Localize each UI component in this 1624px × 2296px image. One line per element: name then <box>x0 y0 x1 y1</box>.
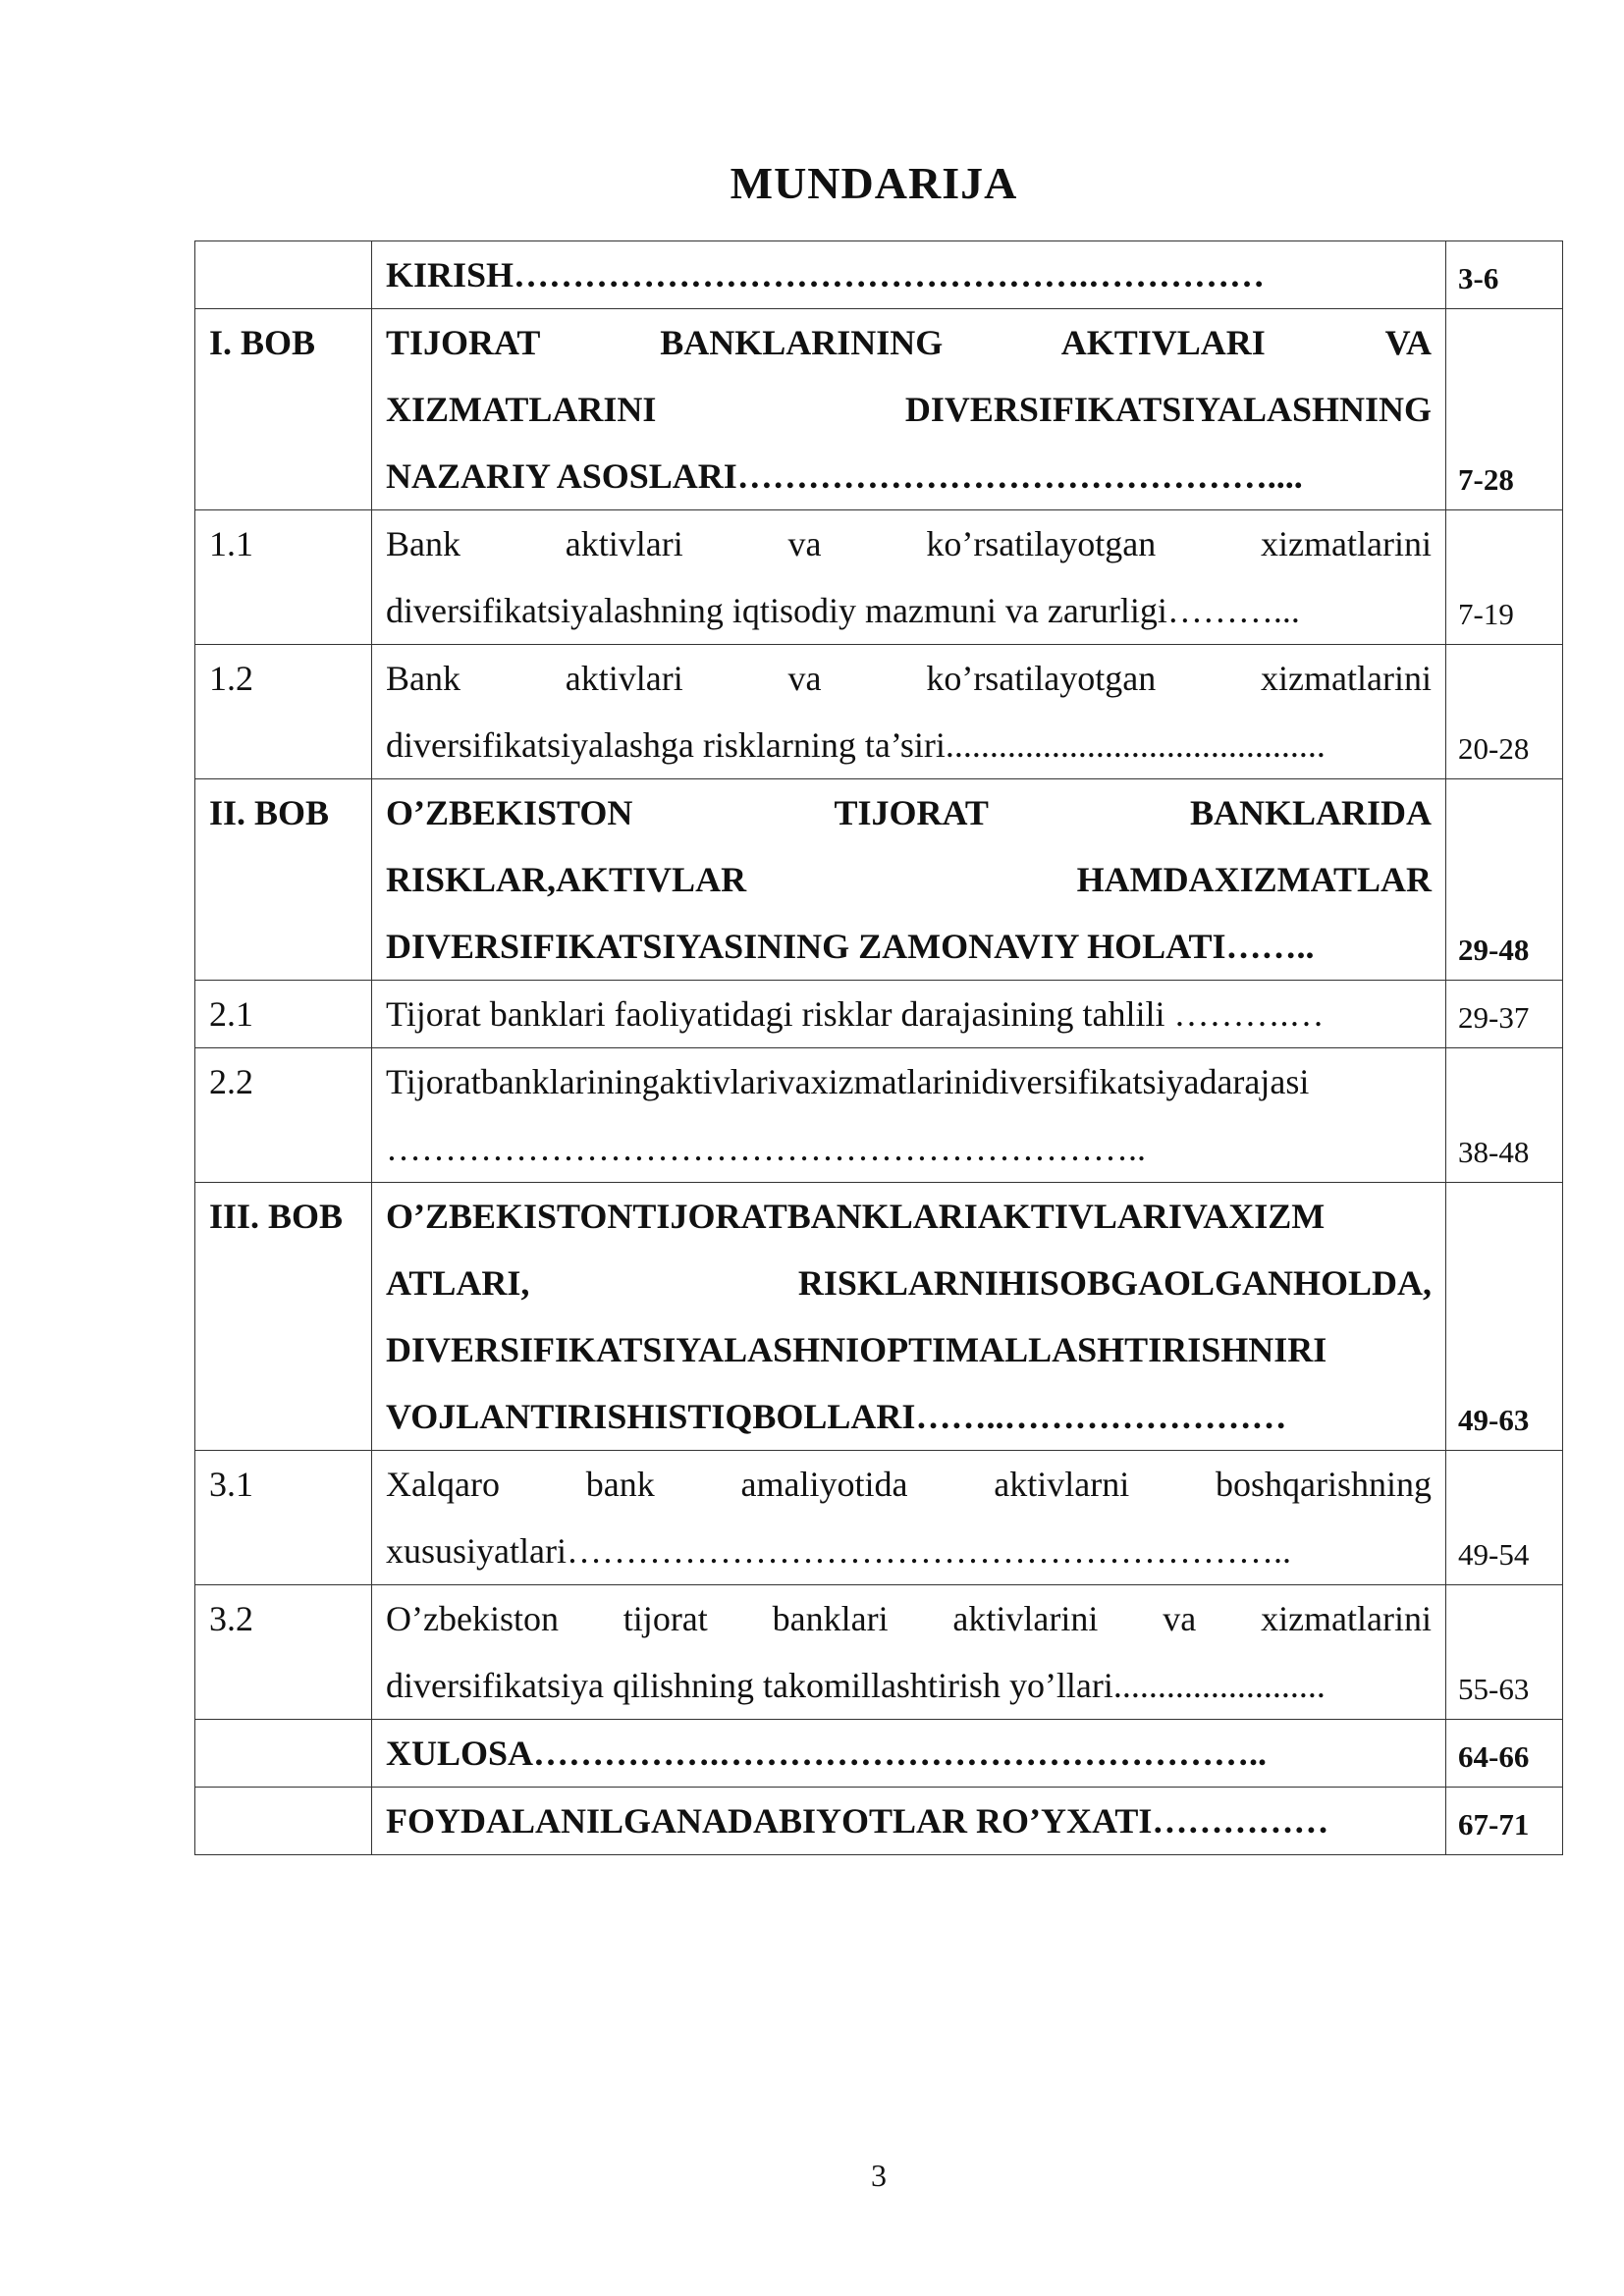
toc-section-title <box>372 1788 1446 1855</box>
toc-title-line: XIZMATLARINI DIVERSIFIKATSIYALASHNING <box>386 390 1432 429</box>
toc-section-number: 1.1 <box>195 510 372 645</box>
toc-title-line: DIVERSIFIKATSIYASINING ZAMONAVIY HOLATI…….. <box>386 927 1315 966</box>
toc-section-number: 3.1 <box>195 1451 372 1585</box>
toc-title-line: O’ZBEKISTON TIJORAT BANKLARIDA <box>386 793 1432 832</box>
toc-section-number: II. BOB <box>195 779 372 981</box>
toc-title-line: KIRISH………………………………………….…………… <box>386 255 1266 294</box>
toc-row <box>195 1048 1563 1183</box>
toc-section-title <box>372 510 1446 645</box>
toc-section-number <box>195 1720 372 1788</box>
toc-title-line: TIJORAT BANKLARINING AKTIVLARI VA <box>386 323 1432 362</box>
toc-section-title <box>372 241 1446 309</box>
toc-title-line: ATLARI, RISKLARNIHISOBGAOLGANHOLDA, <box>386 1263 1432 1303</box>
toc-title-line: FOYDALANILGANADABIYOTLAR RO’YXATI…………… <box>386 1801 1329 1841</box>
toc-page-range: 20-28 <box>1446 645 1563 779</box>
toc-row <box>195 981 1563 1048</box>
toc-row <box>195 1788 1563 1855</box>
toc-title-line: VOJLANTIRISHISTIQBOLLARI……..…………………… <box>386 1397 1287 1436</box>
page-number: 3 <box>871 2158 887 2193</box>
table-of-contents <box>194 240 1563 1855</box>
toc-section-title <box>372 309 1446 510</box>
toc-section-title <box>372 779 1446 981</box>
toc-row <box>195 645 1563 779</box>
toc-row <box>195 510 1563 645</box>
document-title: MUNDARIJA <box>730 158 1018 208</box>
toc-section-number <box>195 1788 372 1855</box>
toc-page-range: 49-54 <box>1446 1451 1563 1585</box>
toc-section-title <box>372 981 1446 1048</box>
toc-section-number: III. BOB <box>195 1183 372 1451</box>
toc-title-line: Tijoratbanklariningaktivlarivaxizmatlarinidiversifikatsiyadarajasi <box>386 1062 1310 1101</box>
toc-title-line: xususiyatlari…………………………………………………….. <box>386 1531 1291 1571</box>
toc-title-line: diversifikatsiyalashning iqtisodiy mazmuni va zarurligi………... <box>386 591 1300 630</box>
toc-section-title <box>372 1720 1446 1788</box>
toc-row <box>195 1585 1563 1720</box>
toc-title-line: NAZARIY ASOSLARI……………………………………….... <box>386 456 1303 496</box>
toc-title-line: Xalqaro bank amaliyotida aktivlarni boshqarishning <box>386 1465 1432 1504</box>
toc-page-range: 29-37 <box>1446 981 1563 1048</box>
toc-title-line: Bank aktivlari va ko’rsatilayotgan xizmatlarini <box>386 659 1432 698</box>
toc-section-title <box>372 1183 1446 1451</box>
toc-row <box>195 309 1563 510</box>
toc-page-range: 55-63 <box>1446 1585 1563 1720</box>
toc-section-number <box>195 241 372 309</box>
toc-title-line: diversifikatsiya qilishning takomillashtirish yo’llari........................ <box>386 1666 1326 1705</box>
toc-page-range: 29-48 <box>1446 779 1563 981</box>
toc-section-title <box>372 1585 1446 1720</box>
toc-title-line: O’zbekiston tijorat banklari aktivlarini va xizmatlarini <box>386 1599 1432 1638</box>
toc-row <box>195 1451 1563 1585</box>
toc-page-range: 7-19 <box>1446 510 1563 645</box>
toc-body <box>195 241 1563 1855</box>
toc-page-range: 7-28 <box>1446 309 1563 510</box>
toc-section-number: 2.2 <box>195 1048 372 1183</box>
toc-section-number: 3.2 <box>195 1585 372 1720</box>
toc-section-title <box>372 1451 1446 1585</box>
toc-section-number: 2.1 <box>195 981 372 1048</box>
toc-section-number: 1.2 <box>195 645 372 779</box>
toc-section-number: I. BOB <box>195 309 372 510</box>
toc-row <box>195 1720 1563 1788</box>
toc-section-title <box>372 1048 1446 1183</box>
toc-title-line: XULOSA…………….……………………………………….. <box>386 1734 1268 1773</box>
toc-title-line: O’ZBEKISTONTIJORATBANKLARIAKTIVLARIVAXIZM <box>386 1197 1326 1236</box>
toc-page-range: 67-71 <box>1446 1788 1563 1855</box>
toc-title-line: Bank aktivlari va ko’rsatilayotgan xizmatlarini <box>386 524 1432 563</box>
toc-title-line: diversifikatsiyalashga risklarning ta’siri........................................... <box>386 725 1326 765</box>
toc-row <box>195 779 1563 981</box>
toc-row <box>195 241 1563 309</box>
toc-title-line: Tijorat banklari faoliyatidagi risklar darajasining tahlili ……….… <box>386 994 1325 1034</box>
toc-row <box>195 1183 1563 1451</box>
toc-title-line: ……………………………………………………….. <box>386 1129 1146 1168</box>
toc-title-line: RISKLAR,AKTIVLAR HAMDAXIZMATLAR <box>386 860 1432 899</box>
toc-page-range: 38-48 <box>1446 1048 1563 1183</box>
toc-title-line: DIVERSIFIKATSIYALASHNIOPTIMALLASHTIRISHNIRI <box>386 1330 1327 1369</box>
toc-page-range: 49-63 <box>1446 1183 1563 1451</box>
toc-page-range: 3-6 <box>1446 241 1563 309</box>
toc-section-title <box>372 645 1446 779</box>
toc-page-range: 64-66 <box>1446 1720 1563 1788</box>
